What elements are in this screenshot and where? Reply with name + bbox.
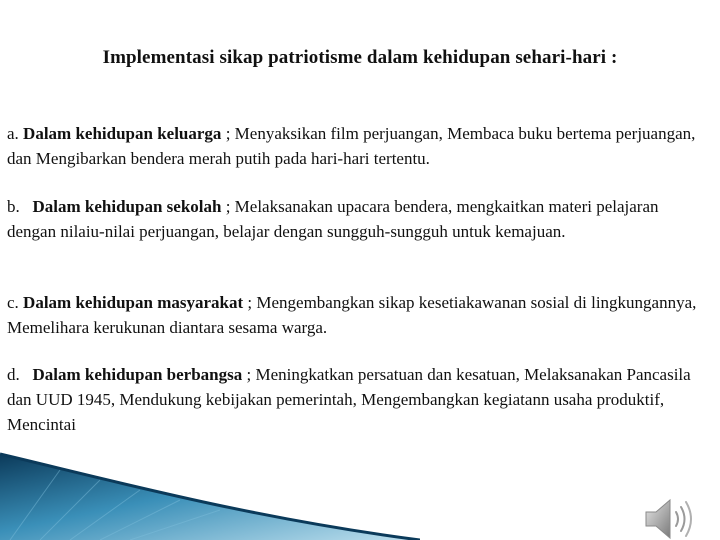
item-prefix: a.: [7, 124, 24, 143]
item-prefix: d.: [7, 365, 33, 384]
list-item-family: [7, 121, 707, 171]
item-heading: Dalam kehidupan sekolah: [32, 197, 222, 216]
item-prefix: c.: [7, 293, 24, 312]
slide-title: Implementasi sikap patriotisme dalam kehidupan sehari-hari :: [102, 47, 618, 68]
list-item-society: [7, 290, 707, 340]
list-item-school: [7, 194, 707, 244]
item-body: ; Meningkatkan persatuan dan kesatuan, Melaksanakan Pancasila dan UUD 1945, Mendukung kebijakan pemerintah, Mengembangkan kegiatann usaha produktif, Mencintai: [7, 365, 691, 434]
item-heading: Dalam kehidupan keluarga: [23, 124, 222, 143]
item-body: ; Melaksanakan upacara bendera, mengkaitkan materi pelajaran dengan nilaiu-nilai perjuangan, belajar dengan sungguh-sungguh untuk kemajuan.: [7, 197, 659, 241]
item-body: ; Menyaksikan film perjuangan, Membaca buku bertema perjuangan, dan Mengibarkan bendera merah putih pada hari-hari tertentu.: [7, 124, 696, 168]
speaker-icon[interactable]: [642, 496, 698, 540]
item-heading: Dalam kehidupan masyarakat: [23, 293, 244, 312]
corner-decoration: [0, 440, 420, 540]
list-item-nation: [7, 362, 707, 437]
item-body: ; Mengembangkan sikap kesetiakawanan sosial di lingkungannya, Memelihara kerukunan diantara sesama warga.: [7, 293, 697, 337]
item-prefix: b.: [7, 197, 33, 216]
item-heading: Dalam kehidupan berbangsa: [32, 365, 243, 384]
